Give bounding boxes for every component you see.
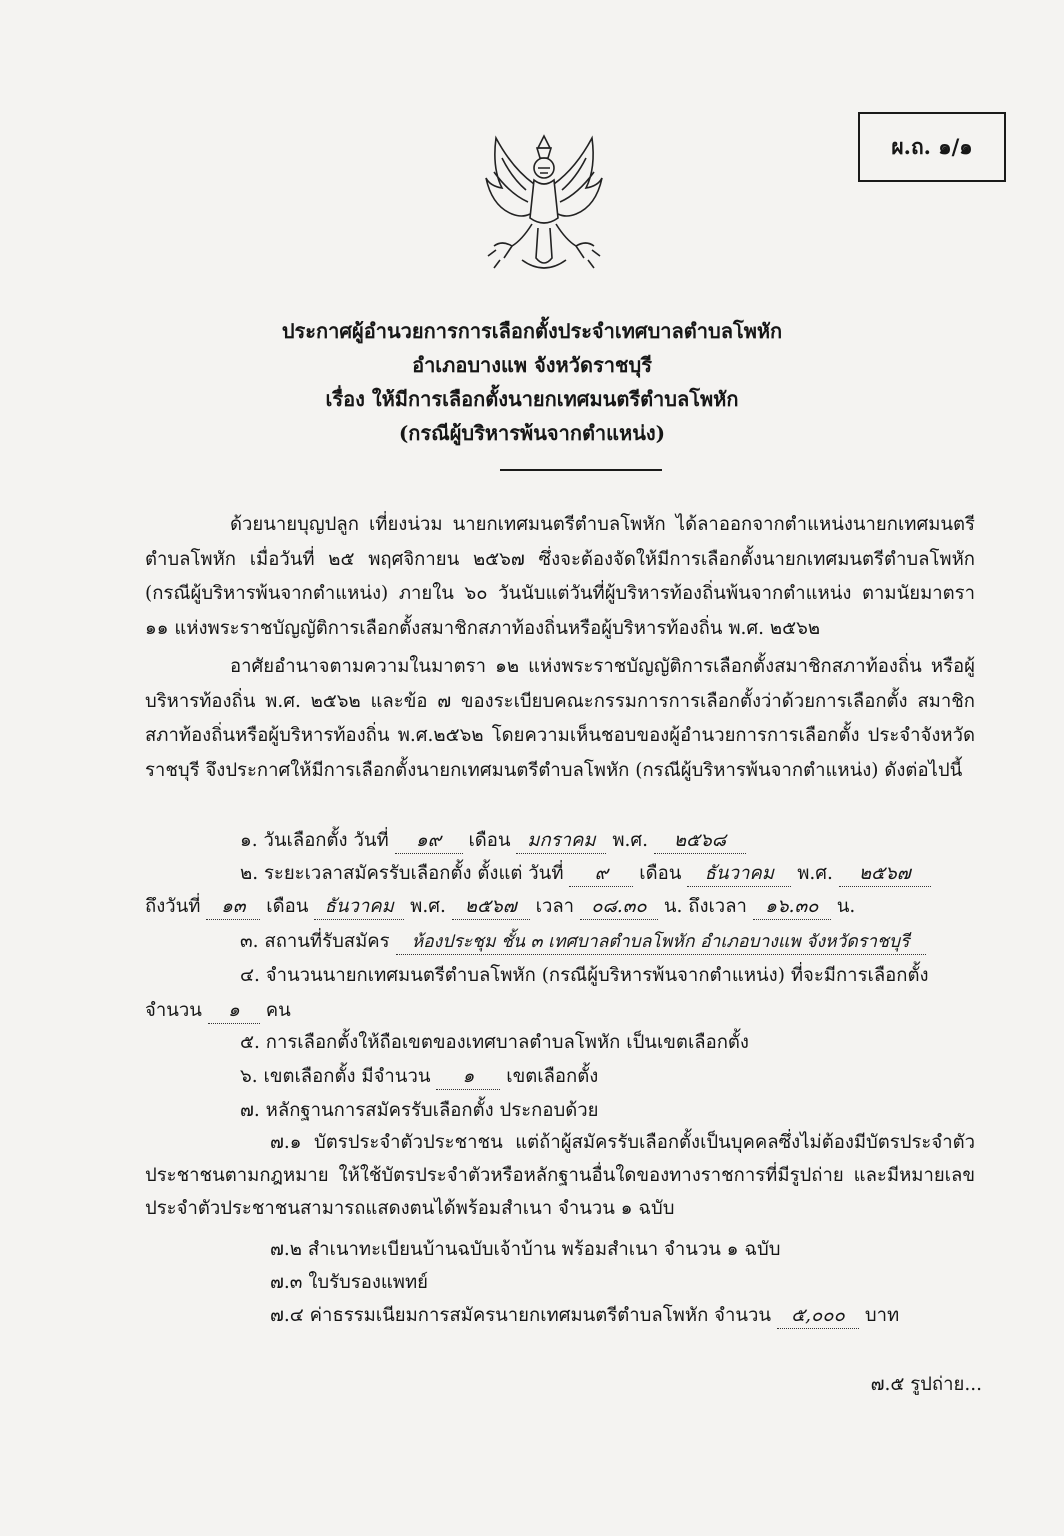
application-time-to: ๑๖.๓๐ bbox=[753, 895, 831, 920]
announcement-header bbox=[150, 314, 914, 450]
item-6-label: ๖. เขตเลือกตั้ง มีจำนวน bbox=[240, 1066, 431, 1087]
paragraph-1 bbox=[145, 508, 975, 646]
application-fee: ๕,๐๐๐ bbox=[777, 1304, 859, 1329]
item-zone-count bbox=[240, 1062, 598, 1092]
item-2b-month-label: เดือน bbox=[266, 896, 309, 917]
item-2b-to-label: ถึงวันที่ bbox=[145, 896, 201, 917]
item-4b-unit: คน bbox=[265, 1000, 291, 1021]
application-time-from: ๐๘.๓๐ bbox=[580, 895, 658, 920]
item-7-4 bbox=[270, 1301, 899, 1331]
item-1-year-label: พ.ศ. bbox=[612, 830, 649, 851]
form-code-box bbox=[858, 112, 1006, 182]
item-2b-unit2: น. bbox=[836, 896, 856, 917]
application-end-day: ๑๓ bbox=[206, 895, 260, 920]
item-election-date bbox=[240, 826, 746, 856]
item-2b-year-label: พ.ศ. bbox=[410, 896, 446, 917]
item-1-label: ๑. วันเลือกตั้ง วันที่ bbox=[240, 830, 389, 851]
continuation-note: ๗.๕ รูปถ่าย... bbox=[870, 1374, 982, 1395]
item-4b-label: จำนวน bbox=[145, 1000, 202, 1021]
item-7-2-text: ๗.๒ สำเนาทะเบียนบ้านฉบับเจ้าบ้าน พร้อมสำเนา จำนวน ๑ ฉบับ bbox=[270, 1239, 781, 1260]
item-2b-unit1: น. ถึงเวลา bbox=[663, 896, 747, 917]
application-start-month: ธันวาคม bbox=[687, 862, 791, 887]
paragraph-1-text: ด้วยนายบุญปลูก เที่ยงน่วม นายกเทศมนตรีตำบลโพหัก ได้ลาออกจากตำแหน่งนายกเทศมนตรี ตำบลโพหัก เมื่อวันที่ ๒๕ พฤศจิกายน ๒๕๖๗ ซึ่งจะต้องจัดให้มีการเลือกตั้งนายกเทศมนตรีตำบลโพหัก (กรณีผู้บริหารพ้นจากตำแหน่ง) ภายใน ๖๐ วันนับแต่วันที่ผู้บริหารท้องถิ่นพ้นจากตำแหน่ง ตามนัยมาตรา ๑๑ แห่งพระราชบัญญัติการเลือกตั้งสมาชิกสภาท้องถิ่นหรือผู้บริหารท้องถิ่น พ.ศ. ๒๕๖๒ bbox=[145, 514, 975, 639]
item-documents bbox=[240, 1096, 598, 1126]
item-election-zone bbox=[240, 1028, 749, 1058]
item-application-period-end bbox=[145, 892, 855, 922]
garuda-emblem-icon bbox=[482, 128, 606, 278]
item-2b-time-label: เวลา bbox=[535, 896, 575, 917]
election-year: ๒๕๖๘ bbox=[654, 829, 746, 854]
item-application-period bbox=[240, 859, 931, 889]
header-line-2: อำเภอบางแพ จังหวัดราชบุรี bbox=[412, 353, 652, 377]
item-application-place bbox=[240, 927, 926, 957]
paragraph-2-text: อาศัยอำนาจตามความในมาตรา ๑๒ แห่งพระราชบัญญัติการเลือกตั้งสมาชิกสภาท้องถิ่น หรือผู้บริหารท้องถิ่น พ.ศ. ๒๕๖๒ และข้อ ๗ ของระเบียบคณะกรรมการการเลือกตั้งว่าด้วยการเลือกตั้ง สมาชิกสภาท้องถิ่นหรือผู้บริหารท้องถิ่น พ.ศ.๒๕๖๒ โดยความเห็นชอบของผู้อำนวยการการเลือกตั้ง ประจำจังหวัดราชบุรี จึงประกาศให้มีการเลือกตั้งนายกเทศมนตรีตำบลโพหัก (กรณีผู้บริหารพ้นจากตำแหน่ง) ดังต่อไปนี้ bbox=[145, 656, 975, 781]
zone-count: ๑ bbox=[436, 1065, 500, 1090]
item-1-month-label: เดือน bbox=[468, 830, 511, 851]
item-6-unit: เขตเลือกตั้ง bbox=[506, 1066, 599, 1087]
item-7-4-unit: บาท bbox=[864, 1305, 900, 1326]
election-month: มกราคม bbox=[516, 829, 606, 854]
election-day: ๑๙ bbox=[395, 829, 463, 854]
mayor-count: ๑ bbox=[208, 999, 260, 1024]
item-3-label: ๓. สถานที่รับสมัคร bbox=[240, 931, 390, 952]
item-7-4-label: ๗.๔ ค่าธรรมเนียมการสมัครนายกเทศมนตรีตำบลโพหัก จำนวน bbox=[270, 1305, 772, 1326]
paragraph-2 bbox=[145, 650, 975, 788]
application-end-month: ธันวาคม bbox=[314, 895, 404, 920]
item-7-1 bbox=[145, 1126, 975, 1225]
item-7-text: ๗. หลักฐานการสมัครรับเลือกตั้ง ประกอบด้วย bbox=[240, 1100, 599, 1121]
header-line-1: ประกาศผู้อำนวยการการเลือกตั้งประจำเทศบาลตำบลโพหัก bbox=[281, 319, 783, 343]
application-start-day: ๙ bbox=[569, 862, 633, 887]
application-end-year: ๒๕๖๗ bbox=[452, 895, 530, 920]
item-5-text: ๕. การเลือกตั้งให้ถือเขตของเทศบาลตำบลโพหัก เป็นเขตเลือกตั้ง bbox=[240, 1032, 749, 1053]
header-line-4: (กรณีผู้บริหารพ้นจากตำแหน่ง) bbox=[398, 421, 666, 445]
item-2-label: ๒. ระยะเวลาสมัครรับเลือกตั้ง ตั้งแต่ วันที่ bbox=[240, 863, 564, 884]
item-7-3 bbox=[270, 1268, 428, 1298]
item-2-year-label: พ.ศ. bbox=[797, 863, 833, 884]
item-mayor-count-value bbox=[145, 996, 291, 1026]
item-mayor-count bbox=[240, 961, 929, 991]
header-line-3: เรื่อง ให้มีการเลือกตั้งนายกเทศมนตรีตำบลโพหัก bbox=[325, 387, 739, 411]
form-code: ผ.ถ. ๑/๑ bbox=[891, 133, 973, 159]
item-7-2 bbox=[270, 1235, 781, 1265]
application-place: ห้องประชุม ชั้น ๓ เทศบาลตำบลโพหัก อำเภอบางแพ จังหวัดราชบุรี bbox=[396, 930, 926, 955]
application-start-year: ๒๕๖๗ bbox=[839, 862, 931, 887]
item-4-text: ๔. จำนวนนายกเทศมนตรีตำบลโพหัก (กรณีผู้บริหารพ้นจากตำแหน่ง) ที่จะมีการเลือกตั้ง bbox=[240, 965, 929, 986]
header-divider bbox=[500, 469, 662, 471]
item-7-1-text: ๗.๑ บัตรประจำตัวประชาชน แต่ถ้าผู้สมัครรับเลือกตั้งเป็นบุคคลซึ่งไม่ต้องมีบัตรประจำตัว ประชาชนตามกฎหมาย ให้ใช้บัตรประจำตัวหรือหลักฐานอื่นใดของทางราชการที่มีรูปถ่าย และมีหมายเลข ประจำตัวประชาชนสามารถแสดงตนได้พร้อมสำเนา จำนวน ๑ ฉบับ bbox=[145, 1132, 975, 1219]
item-7-3-text: ๗.๓ ใบรับรองแพทย์ bbox=[270, 1272, 429, 1293]
item-2-month-label: เดือน bbox=[639, 863, 682, 884]
